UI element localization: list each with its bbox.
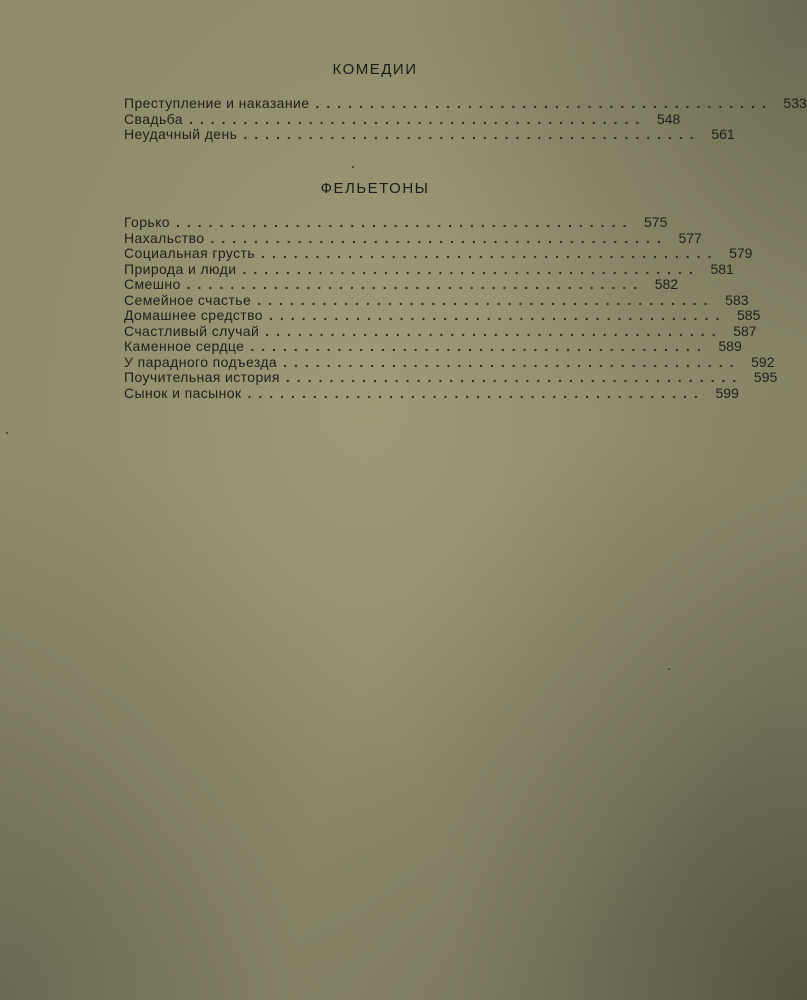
toc-entry-title: Природа и люди	[124, 260, 237, 277]
toc-entry-title: Преступление и наказание	[124, 95, 310, 111]
toc-entry-title: Сынок и пасынок	[124, 384, 242, 401]
toc-entry	[124, 95, 807, 112]
toc-entry	[124, 291, 749, 309]
toc-entry	[124, 338, 742, 355]
dot-leader: ..........................................	[242, 260, 700, 277]
toc-entry	[124, 126, 735, 143]
dot-leader: ..........................................	[210, 229, 668, 246]
dot-leader: ..........................................	[268, 307, 727, 323]
dot-leader: ..........................................	[243, 126, 701, 142]
toc-entry-page: 581	[710, 260, 734, 277]
toc-list-comedies	[124, 95, 807, 143]
dot-leader: ..........................................	[285, 369, 744, 385]
toc-entry	[124, 369, 778, 386]
toc-entry-page: 577	[678, 229, 702, 246]
toc-entry-page: 579	[729, 245, 753, 261]
dot-leader: ..........................................	[186, 276, 645, 292]
toc-entry-page: 561	[711, 126, 735, 142]
dot-leader: ..........................................	[261, 245, 719, 261]
toc-entry-title: Социальная грусть	[124, 245, 256, 261]
toc-entry-page: 592	[751, 353, 775, 370]
toc-entry-page: 589	[718, 338, 742, 354]
paper-speck	[6, 432, 8, 434]
toc-entry-page: 599	[715, 384, 739, 401]
toc-entry	[124, 214, 668, 231]
toc-entry-page: 587	[733, 322, 757, 339]
dot-leader: ..........................................	[250, 338, 708, 354]
toc-entry	[124, 229, 702, 247]
toc-entry-title: У парадного подъезда	[124, 353, 278, 370]
toc-entry-page: 582	[654, 276, 679, 292]
dot-leader: ..........................................	[315, 95, 773, 111]
toc-entry-title: Поучительная история	[124, 369, 280, 385]
toc-entry-page: 585	[737, 307, 761, 323]
toc-entry-title: Счастливый случай	[124, 322, 260, 339]
toc-entry	[124, 322, 757, 340]
toc-entry-title: Горько	[124, 214, 170, 230]
dot-leader: ..........................................	[175, 214, 634, 230]
toc-entry	[124, 353, 775, 371]
toc-entry-title: Нахальство	[124, 229, 205, 246]
toc-entry-page: 548	[656, 110, 681, 127]
toc-entry	[124, 276, 679, 293]
toc-entry-title: Неудачный день	[124, 126, 238, 142]
toc-entry-title: Свадьба	[124, 110, 183, 127]
toc-entry	[124, 110, 681, 128]
toc-entry-page: 533	[783, 95, 807, 111]
toc-entry	[124, 307, 761, 324]
toc-entry	[124, 245, 753, 262]
toc-entry-title: Смешно	[124, 276, 181, 292]
toc-entry	[124, 384, 739, 402]
toc-entry-title: Домашнее средство	[124, 307, 263, 323]
toc-list-feuilletons	[124, 214, 778, 401]
paper-speck	[352, 166, 354, 168]
dot-leader: ..........................................	[247, 384, 705, 401]
paper-speck	[668, 668, 670, 670]
toc-entry-page: 575	[644, 214, 668, 230]
toc-entry-page: 583	[725, 291, 749, 308]
toc-entry-title: Каменное сердце	[124, 338, 245, 354]
toc-entry-page: 595	[753, 369, 778, 385]
toc-entry	[124, 260, 734, 278]
dot-leader: ..........................................	[265, 322, 723, 339]
dot-leader: ..........................................	[283, 353, 741, 370]
section-title-feuilletons: ФЕЛЬЕТОНЫ	[320, 180, 430, 197]
toc-entry-title: Семейное счастье	[124, 291, 252, 308]
section-title-comedies: КОМЕДИИ	[332, 61, 418, 78]
dot-leader: ..........................................	[188, 110, 647, 127]
dot-leader: ..........................................	[257, 291, 715, 308]
